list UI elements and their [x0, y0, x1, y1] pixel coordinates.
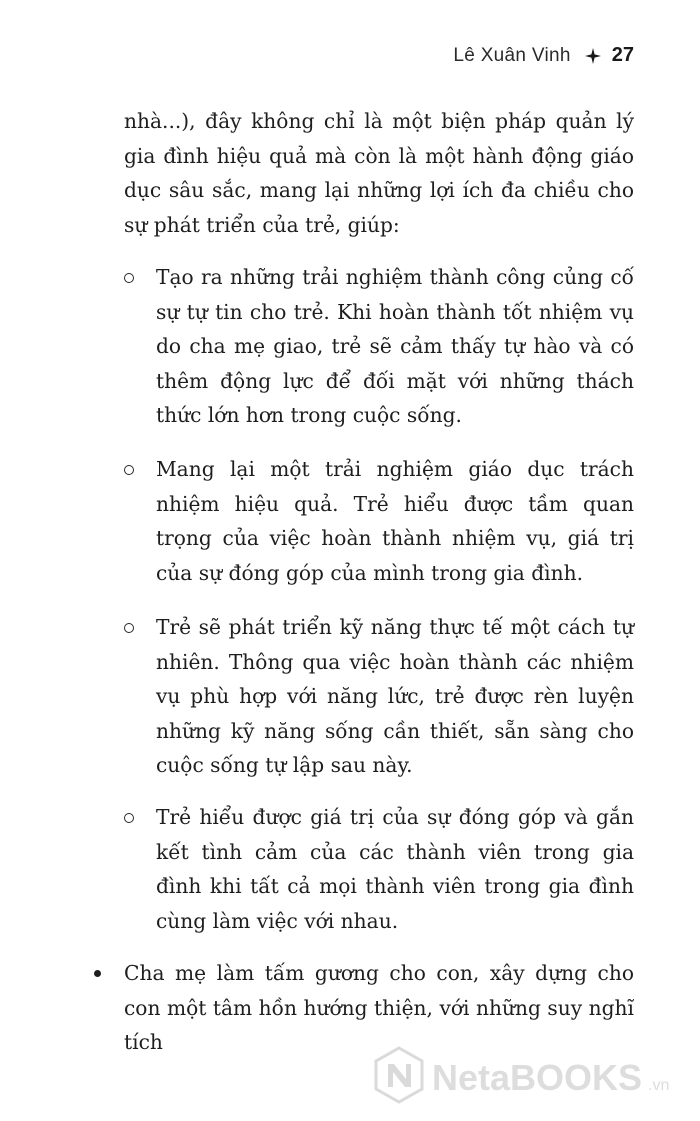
author-name: Lê Xuân Vinh: [453, 44, 571, 66]
running-header: [453, 44, 634, 67]
list-item-text: Trẻ sẽ phát triển kỹ năng thực tế một cách tự nhiên. Thông qua việc hoàn thành các nhiệm vụ phù hợp với năng lức, trẻ được rèn luyện những kỹ năng sống cần thiết, sẵn sàng cho cuộc sống tự lập sau này.: [156, 615, 634, 778]
hollow-circle-bullet-icon: [124, 465, 134, 475]
list-item-text: Trẻ hiểu được giá trị của sự đóng góp và gắn kết tình cảm của các thành viên trong gia đình khi tất cả mọi thành viên trong gia đình cùng làm việc với nhau.: [156, 805, 634, 933]
list-item: [124, 800, 634, 938]
list-item: [124, 260, 634, 433]
hollow-circle-bullet-icon: [124, 623, 134, 633]
bullet-item-text: Cha mẹ làm tấm gương cho con, xây dựng cho con một tâm hồn hướng thiện, với những suy nghĩ tích: [124, 961, 634, 1055]
page-number: 27: [611, 44, 634, 66]
svg-text:.vn: .vn: [648, 1077, 670, 1094]
list-item-text: Mang lại một trải nghiệm giáo dục trách nhiệm hiệu quả. Trẻ hiểu được tầm quan trọng của việc hoàn thành nhiệm vụ, giá trị của sự đóng góp của mình trong gia đình.: [156, 457, 634, 585]
svg-text:NetaBOOKS: NetaBOOKS: [432, 1057, 643, 1098]
list-item: [124, 610, 634, 783]
hollow-circle-bullet-icon: [124, 273, 134, 283]
intro-paragraph: nhà...), đây không chỉ là một biện pháp quản lý gia đình hiệu quả mà còn là một hành động giáo dục sâu sắc, mang lại những lợi ích đa chiều cho sự phát triển của trẻ, giúp:: [124, 109, 634, 237]
netabooks-watermark-logo: [366, 1042, 686, 1112]
solid-dot-bullet-icon: [94, 970, 101, 977]
list-item: [124, 452, 634, 590]
hollow-circle-bullet-icon: [124, 813, 134, 823]
four-point-star-icon: [585, 48, 601, 64]
list-item-text: Tạo ra những trải nghiệm thành công củng cố sự tự tin cho trẻ. Khi hoàn thành tốt nhiệm vụ do cha mẹ giao, trẻ sẽ cảm thấy tự hào và có thêm động lực để đối mặt với những thách thức lớn hơn trong cuộc sống.: [156, 265, 634, 428]
